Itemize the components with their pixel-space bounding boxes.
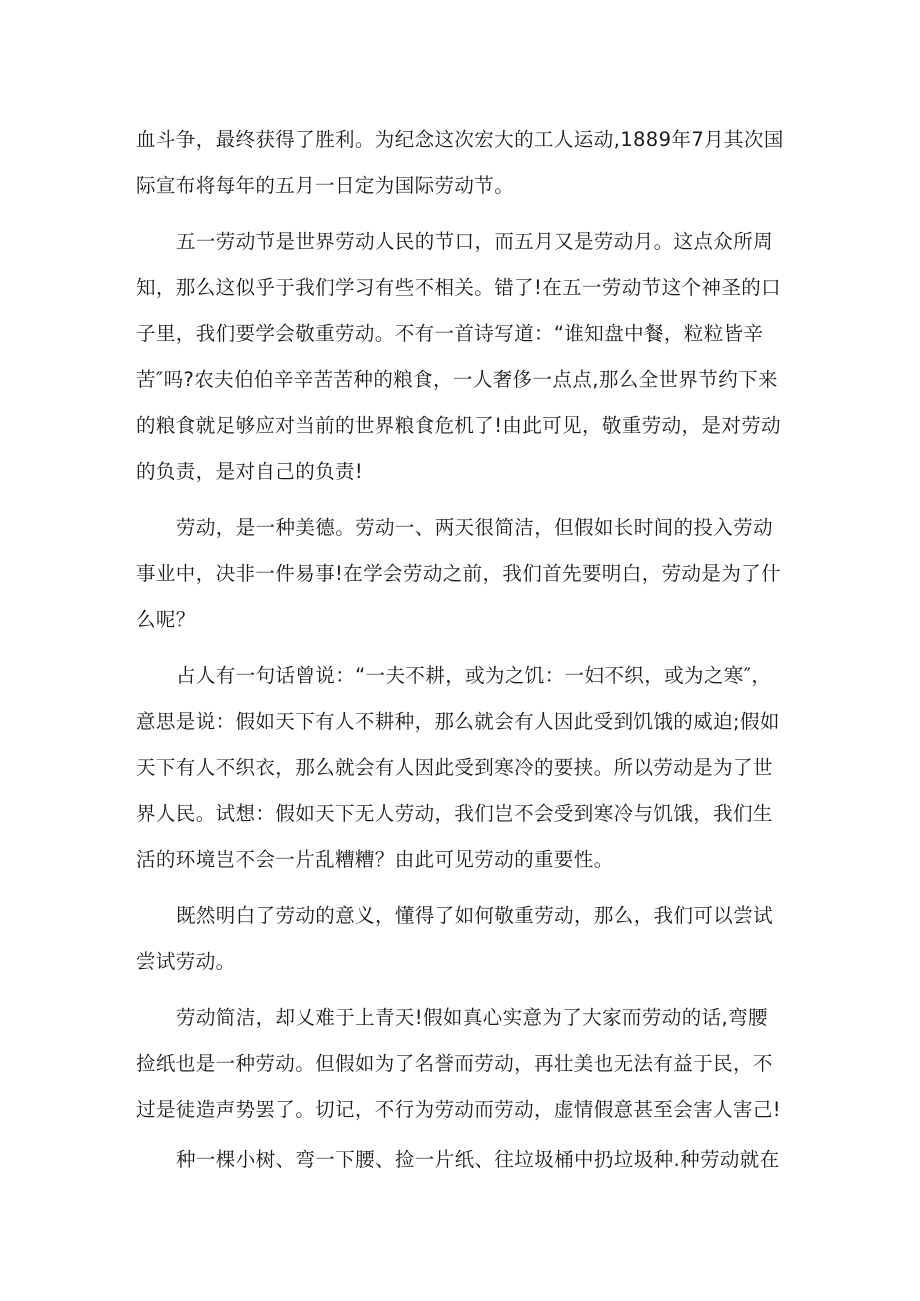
text-line: 子里，我们要学会敬重劳动。不有一首诗写道：“谁知盘中餐，粒粒皆辛 <box>136 322 764 345</box>
paragraph-first-line: 占人有一句话曾说：“一夫不耕，或为之饥：一妇不织，或为之寒″， <box>176 664 772 687</box>
paragraph-first-line: 种一棵小树、弯一下腰、捡一片纸、往垃圾桶中扔垃圾种.种劳动就在 <box>176 1148 780 1171</box>
paragraph-first-line: 劳动，是一种美德。劳动一、两天很简洁，但假如长时间的投入劳动 <box>176 516 774 539</box>
text-line: 苦″吗?农夫伯伯辛辛苦苦种的粮食，一人奢侈一点点,那么全世界节约下来 <box>136 368 778 391</box>
text-line: 过是徒造声势罢了。切记，不行为劳动而劳动，虚情假意甚至会害人害己! <box>136 1098 782 1121</box>
text-line: 血斗争，最终获得了胜利。为纪念这次宏大的工人运动,1889年7月其次国 <box>136 128 784 151</box>
paragraph-first-line: 劳动简洁，却乂难于上青天!假如真心实意为了大家而劳动的话,弯腰 <box>176 1006 768 1029</box>
text-line: 意思是说：假如天下有人不耕种，那么就会有人因此受到饥饿的威迫;假如 <box>136 710 780 733</box>
paragraph-first-line: 五一劳动节是世界劳动人民的节口，而五月又是劳动月。这点众所周 <box>176 230 774 253</box>
text-line: 际宣布将每年的五月一日定为国际劳动节。 <box>136 174 515 197</box>
paragraph-first-line: 既然明白了劳动的意义，懂得了如何敬重劳动，那么，我们可以尝试 <box>176 904 774 927</box>
text-line: 知，那么这似乎于我们学习有些不相关。错了!在五一劳动节这个神圣的口 <box>136 276 782 299</box>
text-line: 活的环境岂不会一片乱糟糟？由此可见劳动的重要性。 <box>136 848 614 871</box>
text-line: 捡纸也是一种劳动。但假如为了名誉而劳动，再壮美也无法有益于民，不 <box>136 1052 773 1075</box>
text-line: 界人民。试想：假如天下无人劳动，我们岂不会受到寒冷与饥饿，我们生 <box>136 802 773 825</box>
text-line: 事业中，决非一件易事!在学会劳动之前，我们首先要明白，劳动是为了什 <box>136 562 782 585</box>
text-line: 的粮食就足够应对当前的世界粮食危机了!由此可见，敬重劳动，是对劳动 <box>136 414 782 437</box>
text-line: 尝试劳动。 <box>136 950 236 973</box>
text-line: 的负责，是对自己的负责! <box>136 460 364 483</box>
text-line: 么呢？ <box>136 608 196 631</box>
text-line: 天下有人不织衣，那么就会有人因此受到寒冷的要挟。所以劳动是为了世 <box>136 756 773 779</box>
